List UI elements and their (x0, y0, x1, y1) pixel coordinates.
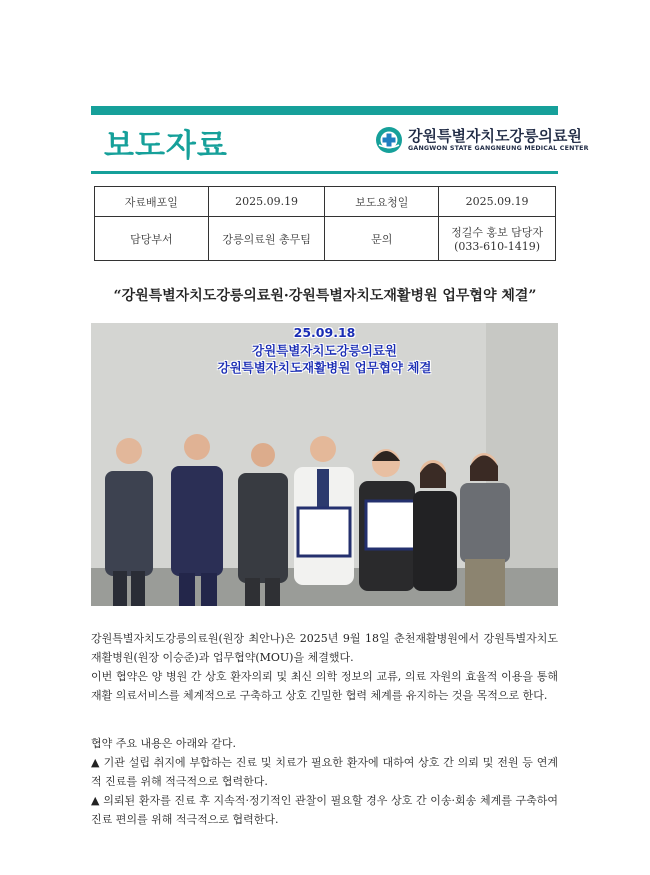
article-paragraph-3: 협약 주요 내용은 아래와 같다. (91, 737, 236, 750)
hospital-logo (375, 126, 589, 154)
photo-caption-line1: 강원특별자치도강릉의료원 (252, 343, 397, 358)
mou-ceremony-photo (91, 323, 558, 606)
article-paragraph-2: 이번 협약은 양 병원 간 상호 환자의뢰 및 최신 의학 정보의 교류, 의료 자원의 효율적 이용을 통해 재활 의료서비스를 체계적으로 구축하고 상호 긴밀한 협력 체계를 유지하는 것을 목적으로 한다. (91, 670, 558, 702)
request-date-value: 2025.09.19 (439, 187, 556, 217)
release-date-value: 2025.09.19 (208, 187, 325, 217)
logo-english-name: GANGWON STATE GANGNEUNG MEDICAL CENTER (408, 145, 589, 152)
header-bottom-bar (91, 171, 558, 174)
article-paragraph-1: 강원특별자치도강릉의료원(원장 최안나)은 2025년 9월 18일 춘천재활병원에서 강원특별자치도재활병원(원장 이승준)과 업무협약(MOU)을 체결했다. (91, 632, 558, 664)
info-row-contact (95, 217, 556, 261)
info-table (94, 186, 556, 261)
department-value: 강릉의료원 총무팀 (208, 217, 325, 261)
article-bullet-2: ▲ 의뢰된 환자를 진료 후 지속적·정기적인 관찰이 필요할 경우 상호 간 이송·회송 체계를 구축하여 진료 편의를 위해 적극적으로 협력한다. (91, 794, 558, 826)
photo-caption-date: 25.09.18 (293, 325, 356, 340)
header-top-bar (91, 106, 558, 115)
article-bullet-1: ▲ 기관 설립 취지에 부합하는 진료 및 치료가 필요한 환자에 대하여 상호 간 의뢰 및 전원 등 연계적 진료를 위해 적극적으로 협력한다. (91, 756, 558, 788)
department-label: 담당부서 (95, 217, 209, 261)
info-row-dates (95, 187, 556, 217)
contact-phone: (033-610-1419) (454, 240, 541, 253)
headline: “강원특별자치도강릉의료원·강원특별자치도재활병원 업무협약 체결” (113, 288, 537, 304)
request-date-label: 보도요청일 (325, 187, 439, 217)
release-date-label: 자료배포일 (95, 187, 209, 217)
article-body-details (91, 734, 558, 829)
hospital-logo-icon (375, 126, 403, 154)
logo-korean-name: 강원특별자치도강릉의료원 (408, 127, 582, 145)
contact-name: 정길수 홍보 담당자 (451, 226, 544, 239)
contact-label: 문의 (325, 217, 439, 261)
article-body-intro (91, 629, 558, 705)
contact-value (439, 217, 556, 261)
photo-caption-line2: 강원특별자치도재활병원 업무협약 체결 (217, 360, 432, 375)
press-release-title: 보도자료 (104, 128, 228, 164)
